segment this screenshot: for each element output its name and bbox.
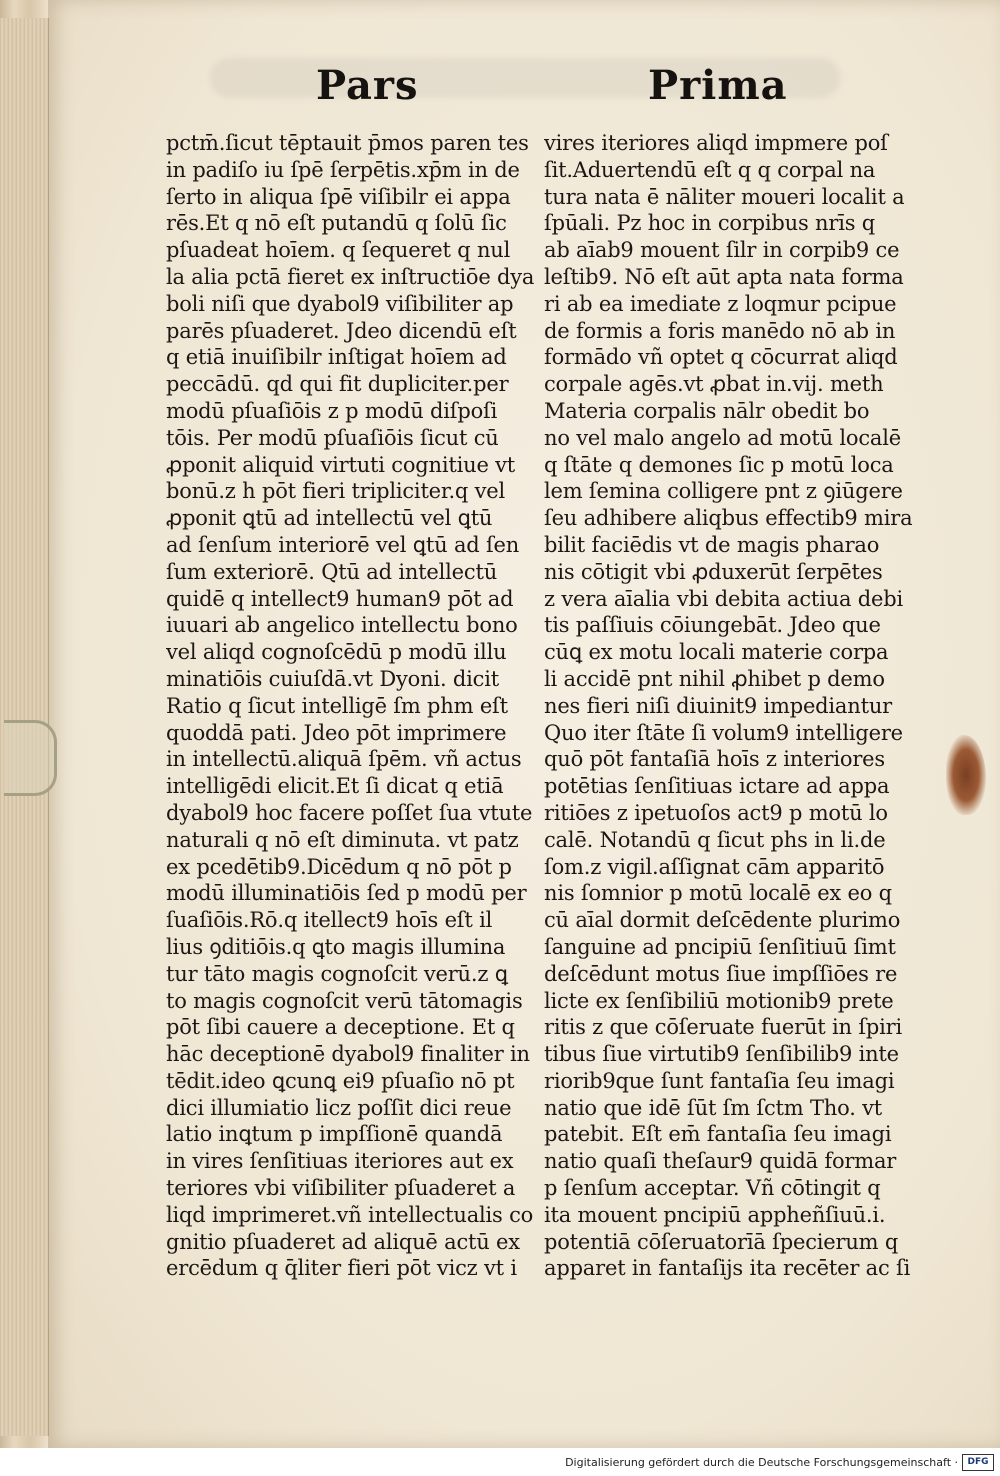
text-line: deſcēdunt motus ſiue impſſiōes re — [544, 961, 898, 986]
text-line: ꝓponit ꝗtū ad intellectū vel ꝗtū — [166, 506, 493, 531]
text-line: ſerto in aliqua ſpē viſibilr ei appa — [166, 184, 511, 209]
text-line: iuuari ab angelico intellectu bono — [166, 613, 518, 638]
digitization-credit: Digitalisierung gefördert durch die Deutsche Forschungsgemeinschaft · — [565, 1456, 958, 1469]
text-line: quidē q intellect9 human9 pōt ad — [166, 586, 514, 611]
text-line: tis paſſiuis cōiungebāt. Jdeo que — [544, 613, 881, 638]
text-line: tēdit.ideo ꝗcunꝗ ei9 pſuaſio nō pt — [166, 1068, 515, 1093]
text-line: corpale agēs.vt ꝓbat in.vij. meth — [544, 372, 884, 397]
text-line: ſeu adhibere aliqbus effectib9 mira — [544, 506, 913, 531]
text-line: parēs pſuaderet. Jdeo dicendū eſt — [166, 318, 517, 343]
text-line: vel aliqd cognoſcēdū p modū illu — [166, 640, 507, 665]
text-line: in padiſo iu ſpē ſerpētis.xp̄m in de — [166, 157, 520, 182]
dfg-logo: DFG — [962, 1454, 994, 1471]
text-line: rēs.Et q nō eſt putandū q ſolū ſic — [166, 211, 507, 236]
text-line: peccādū. qd qui fit dupliciter.per — [166, 372, 509, 397]
text-line: ſpūali. Pz hoc in corpibus nrīs q — [544, 211, 876, 236]
text-line: potētias ſenſitiuas ictare ad appa — [544, 774, 890, 799]
text-line: teriores vbi viſibiliter pſuaderet a — [166, 1176, 516, 1201]
text-line: nes fieri niſi diuinit9 impediantur — [544, 693, 892, 718]
text-line: ritiōes z ipetuoſos act9 p motū lo — [544, 800, 888, 825]
text-line: pſuadeat hoīem. q ſequeret q nul — [166, 238, 511, 263]
text-line: leſtib9. Nō eſt aūt apta nata forma — [544, 264, 904, 289]
text-line: ita mouent pncipiū appheñſiuū.i. — [544, 1202, 886, 1227]
text-line: Materia corpalis nālr obedit bo — [544, 398, 870, 423]
text-line: cū aīal dormit deſcēdente plurimo — [544, 908, 901, 933]
text-line: lem ſemina colligere pnt z ꝯiūgere — [544, 479, 903, 504]
text-line: q etiā inuiſibilr inſtigat hoīem ad — [166, 345, 507, 370]
text-line: quō pōt fantaſiā hoīs z interiores — [544, 747, 885, 772]
text-line: modū illuminatiōis ſed p modū per — [166, 881, 527, 906]
text-line: formādo vñ optet q cōcurrat aliqd — [544, 345, 898, 370]
text-line: q ſtāte q demones ſic p motū loca — [544, 452, 894, 477]
text-line: liqd imprimeret.vñ intellectualis co — [166, 1202, 534, 1227]
text-line: vires iteriores aliqd impmere poſ — [544, 131, 888, 155]
text-line: natio quaſi theſaur9 quidā formar — [544, 1149, 897, 1174]
text-line: riorib9que ſunt fantaſia ſeu imagi — [544, 1068, 895, 1093]
text-line: de formis a foris manēdo nō ab in — [544, 318, 896, 343]
book-clasp-strap — [4, 720, 57, 796]
text-line: latio inꝗtum p impſſionē quandā — [166, 1122, 503, 1147]
text-line: boli niſi que dyabol9 viſibiliter ap — [166, 291, 514, 316]
text-line: ſanguine ad pncipiū ſenſitiuū ſimt — [544, 934, 896, 959]
text-line: ex pcedētib9.Dicēdum q nō pōt p — [166, 854, 512, 879]
running-head-right: Prima — [648, 62, 788, 109]
text-line: bonū.z h pōt fieri tripliciter.q vel — [166, 479, 506, 504]
text-line: tur tāto magis cognoſcit verū.z ꝗ — [166, 961, 508, 986]
text-line: apparet in fantaſijs ita recēter ac ſi — [544, 1256, 911, 1281]
text-line: nis ſomnior p motū localē ex eo q — [544, 881, 892, 906]
text-line: in vires ſenſitiuas iteriores aut ex — [166, 1149, 514, 1174]
text-line: natio que idē ſūt ſm ſctm Tho. vt — [544, 1095, 883, 1120]
text-line: dici illumiatio licz poſſit dici reue — [166, 1095, 512, 1120]
text-line: Quo iter ſtāte ſi volum9 intelligere — [544, 720, 903, 745]
text-line: to magis cognoſcit verū tātomagis — [166, 988, 523, 1013]
text-line: dyabol9 hoc facere poſſet ſua vtute — [166, 800, 533, 825]
text-line: gnitio pſuaderet ad aliquē actū ex — [166, 1229, 520, 1254]
text-line: tibus ſiue virtutib9 ſenſibilib9 inte — [544, 1042, 899, 1067]
text-line: p ſenſum acceptar. Vñ cōtingit q — [544, 1176, 881, 1201]
text-line: ſom.z vigil.aſſignat cām apparitō — [544, 854, 885, 879]
text-line: ſum exteriorē. Qtū ad intellectū — [166, 559, 498, 584]
text-line: in intellectū.aliquā ſpēm. vñ actus — [166, 747, 522, 772]
text-line: potentiā cōſeruatorīā ſpecierum q — [544, 1229, 899, 1254]
text-line: bilit faciēdis vt de magis pharao — [544, 532, 880, 557]
text-line: la alia pctā fieret ex inſtructiōe dya — [166, 264, 535, 289]
text-line: lius ꝯditiōis.q ꝗto magis illumina — [166, 934, 506, 959]
text-line: minatiōis cuiuſdā.vt Dyoni. dicit — [166, 666, 499, 691]
text-line: no vel malo angelo ad motū localē — [544, 425, 901, 450]
text-line: tōis. Per modū pſuaſiōis ſicut cū — [166, 425, 499, 450]
text-line: li accidē pnt nihil ꝓhibet p demo — [544, 666, 885, 691]
text-line: modū pſuaſiōis z p modū diſpoſi — [166, 398, 498, 423]
text-line: pōt ſibi cauere a deceptione. Et q — [166, 1015, 515, 1040]
text-column-right — [544, 130, 914, 1282]
text-line: ercēdum q q̄liter fieri pōt vicz vt i — [166, 1256, 517, 1281]
text-column-left — [166, 130, 536, 1282]
text-line: ſuaſiōis.Rō.q itellect9 hoīs eſt il — [166, 908, 493, 933]
text-line: ri ab ea imediate z loqmur pcipue — [544, 291, 897, 316]
text-line: intelligēdi elicit.Et ſi dicat q etiā — [166, 774, 504, 799]
text-line: ritis z que cōſeruate fuerūt in ſpiri — [544, 1015, 903, 1040]
text-line: hāc deceptionē dyabol9 finaliter in — [166, 1042, 530, 1067]
text-line: pctm̄.ſicut tēptauit p̄mos paren tes — [166, 131, 529, 155]
text-line: naturali q nō eſt diminuta. vt patz — [166, 827, 519, 852]
text-line: quoddā pati. Jdeo pōt imprimere — [166, 720, 507, 745]
text-line: ſit.Aduertendū eſt q q corpal na — [544, 157, 876, 182]
text-line: Ratio q ſicut intelligē ſm phm eſt — [166, 693, 508, 718]
text-line: ad ſenſum interiorē vel ꝗtū ad ſen — [166, 532, 520, 557]
text-line: patebit. Eſt em̄ fantaſia ſeu imagi — [544, 1122, 892, 1147]
text-line: cūꝗ ex motu locali materie corpa — [544, 640, 889, 665]
text-line: tura nata ē nāliter moueri localit a — [544, 184, 905, 209]
text-line: z vera aīalia vbi debita actiua debi — [544, 586, 903, 611]
text-line: calē. Notandū q ſicut phs in li.de — [544, 827, 886, 852]
text-line: ꝓponit aliquid virtuti cognitiue vt — [166, 452, 516, 477]
text-line: licte ex ſenſibiliū motionib9 prete — [544, 988, 894, 1013]
running-head-left: Pars — [316, 62, 419, 109]
text-line: ab aīab9 mouent ſilr in corpib9 ce — [544, 238, 900, 263]
text-line: nis cōtigit vbi ꝓduxerūt ſerpētes — [544, 559, 883, 584]
